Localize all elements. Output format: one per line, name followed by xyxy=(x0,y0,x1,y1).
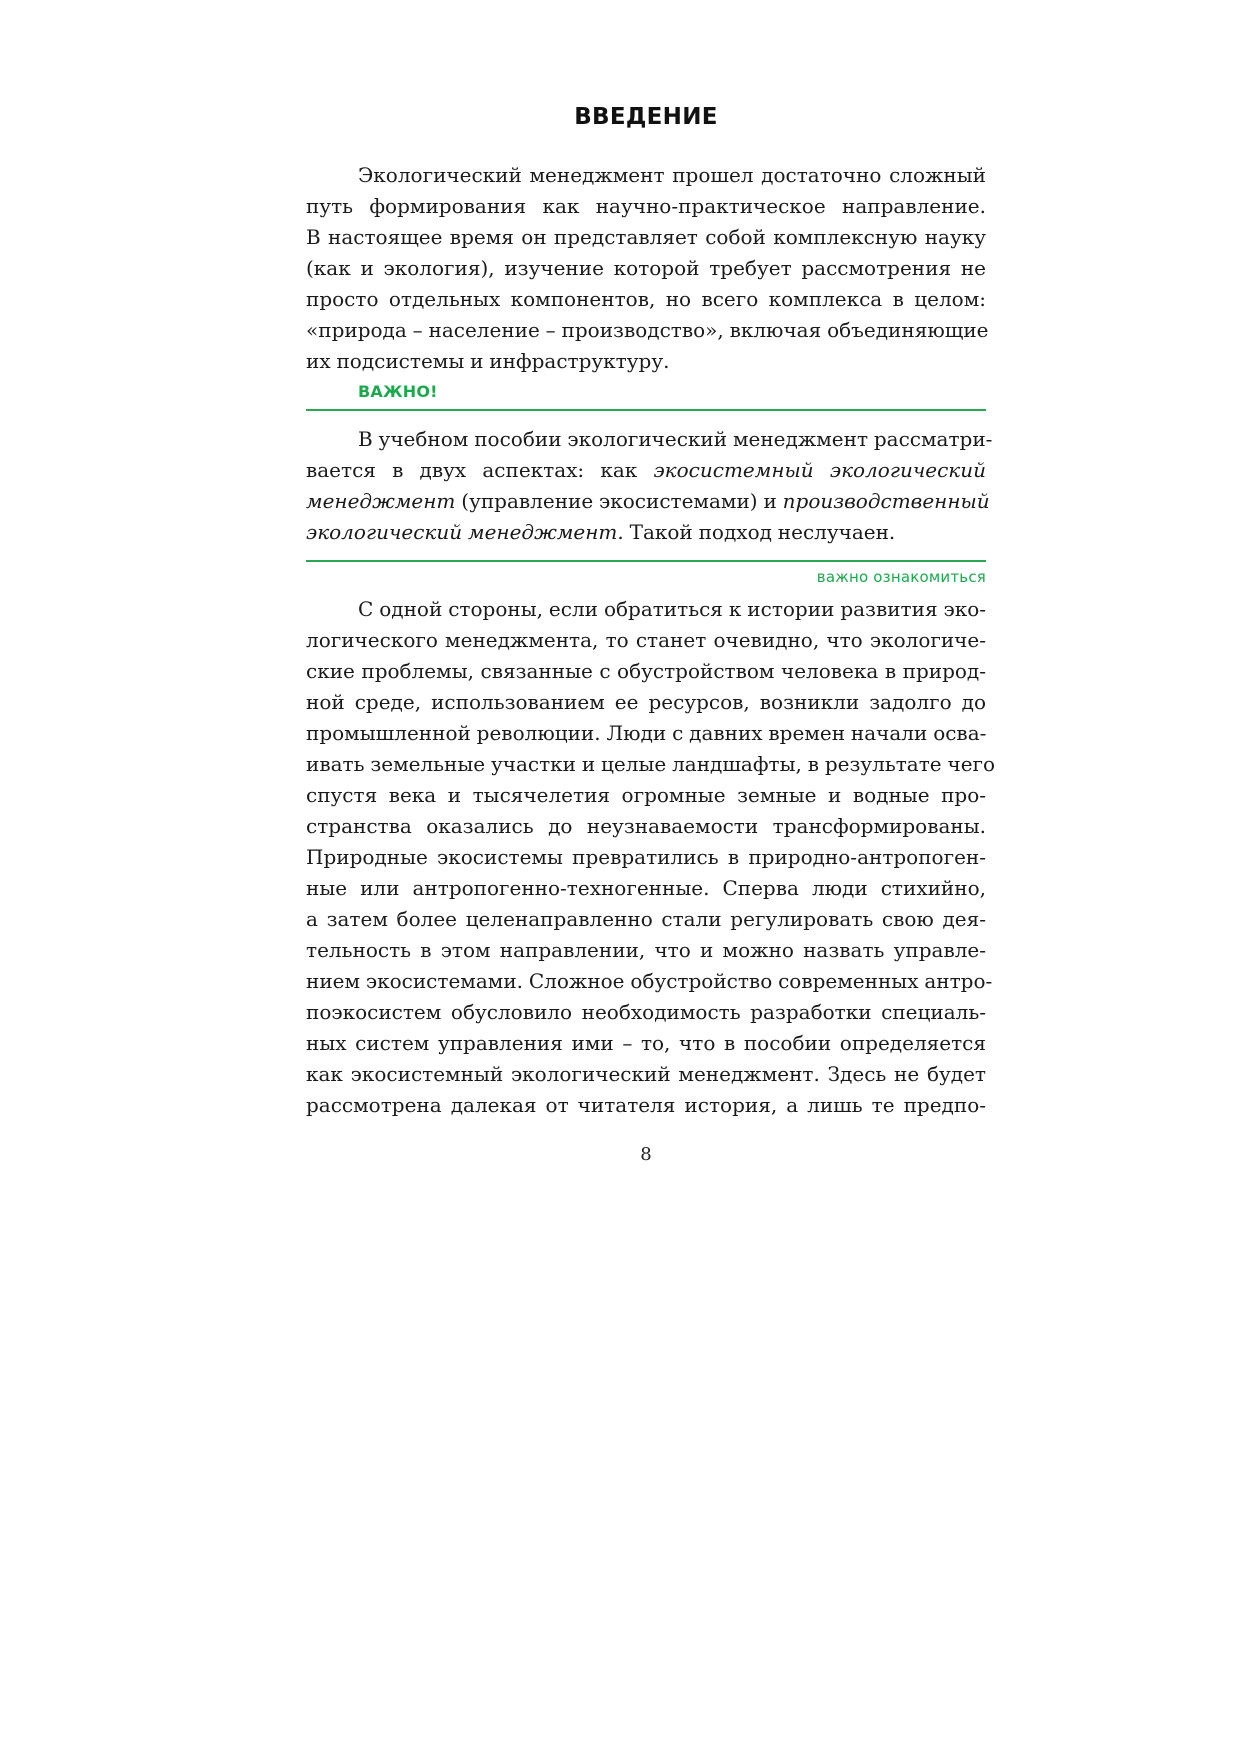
text-line: «природа – население – производство», включая объединяющие xyxy=(306,318,989,342)
text-line xyxy=(306,455,986,486)
text-line: промышленной революции. Люди с давних времен начали осва- xyxy=(306,721,987,745)
important-paragraph xyxy=(306,424,993,548)
text-run: Такой подход неслучаен. xyxy=(629,520,896,544)
text-line: ных систем управления ими – то, что в пособии определяется xyxy=(306,1031,986,1055)
main-paragraph xyxy=(306,594,996,1121)
text-line: просто отдельных компонентов, но всего комплекса в целом: xyxy=(306,287,986,311)
text-line: странства оказались до неузнаваемости трансформированы. xyxy=(306,814,986,838)
text-line: нием экосистемами. Сложное обустройство современных антро- xyxy=(306,969,993,993)
text-line: а затем более целенаправленно стали регулировать свою дея- xyxy=(306,907,986,931)
intro-paragraph xyxy=(306,160,989,377)
text-line: ские проблемы, связанные с обустройством человека в природ- xyxy=(306,659,986,683)
text-line: рассмотрена далекая от читателя история, а лишь те предпо- xyxy=(306,1093,986,1117)
text-line: В учебном пособии экологический менеджмент рассматри- xyxy=(358,427,993,451)
text-line: С одной стороны, если обратиться к истории развития эко- xyxy=(358,597,986,621)
text-line: путь формирования как научно-практическое направление. xyxy=(306,194,986,218)
important-label: ВАЖНО! xyxy=(358,382,438,401)
text-line: ивать земельные участки и целые ландшафты, в результате чего xyxy=(306,752,996,776)
text-line: их подсистемы и инфраструктуру. xyxy=(306,349,670,373)
text-line: как экосистемный экологический менеджмент. Здесь не будет xyxy=(306,1062,986,1086)
text-line: В настоящее время он представляет собой комплексную науку xyxy=(306,225,986,249)
text-line: ные или антропогенно-техногенные. Сперва люди стихийно, xyxy=(306,876,986,900)
text-line xyxy=(306,486,990,517)
text-line: (как и экология), изучение которой требует рассмотрения не xyxy=(306,256,986,280)
text-run: вается в двух аспектах: как xyxy=(306,458,638,482)
italic-term: экологический менеджмент. xyxy=(306,520,624,544)
text-line: ной среде, использованием ее ресурсов, возникли задолго до xyxy=(306,690,986,714)
text-line: Экологический менеджмент прошел достаточно сложный xyxy=(358,163,986,187)
section-heading: ВВЕДЕНИЕ xyxy=(574,104,718,130)
text-line: спустя века и тысячелетия огромные земные и водные про- xyxy=(306,783,986,807)
page-number: 8 xyxy=(640,1144,652,1165)
italic-term: менеджмент xyxy=(306,489,456,513)
italic-term: производственный xyxy=(782,489,990,513)
text-line: тельность в этом направлении, что и можно назвать управле- xyxy=(306,938,986,962)
text-run: (управление экосистемами) и xyxy=(461,489,777,513)
note-label: важно ознакомиться xyxy=(816,568,986,586)
text-line xyxy=(306,517,986,548)
text-line: логического менеджмента, то станет очевидно, что экологиче- xyxy=(306,628,986,652)
important-box-top-rule xyxy=(306,409,986,411)
italic-term: экосистемный экологический xyxy=(653,458,987,482)
text-line: поэкосистем обусловило необходимость разработки специаль- xyxy=(306,1000,986,1024)
text-line: Природные экосистемы превратились в природно-антропоген- xyxy=(306,845,986,869)
important-box-bottom-rule xyxy=(306,560,986,562)
